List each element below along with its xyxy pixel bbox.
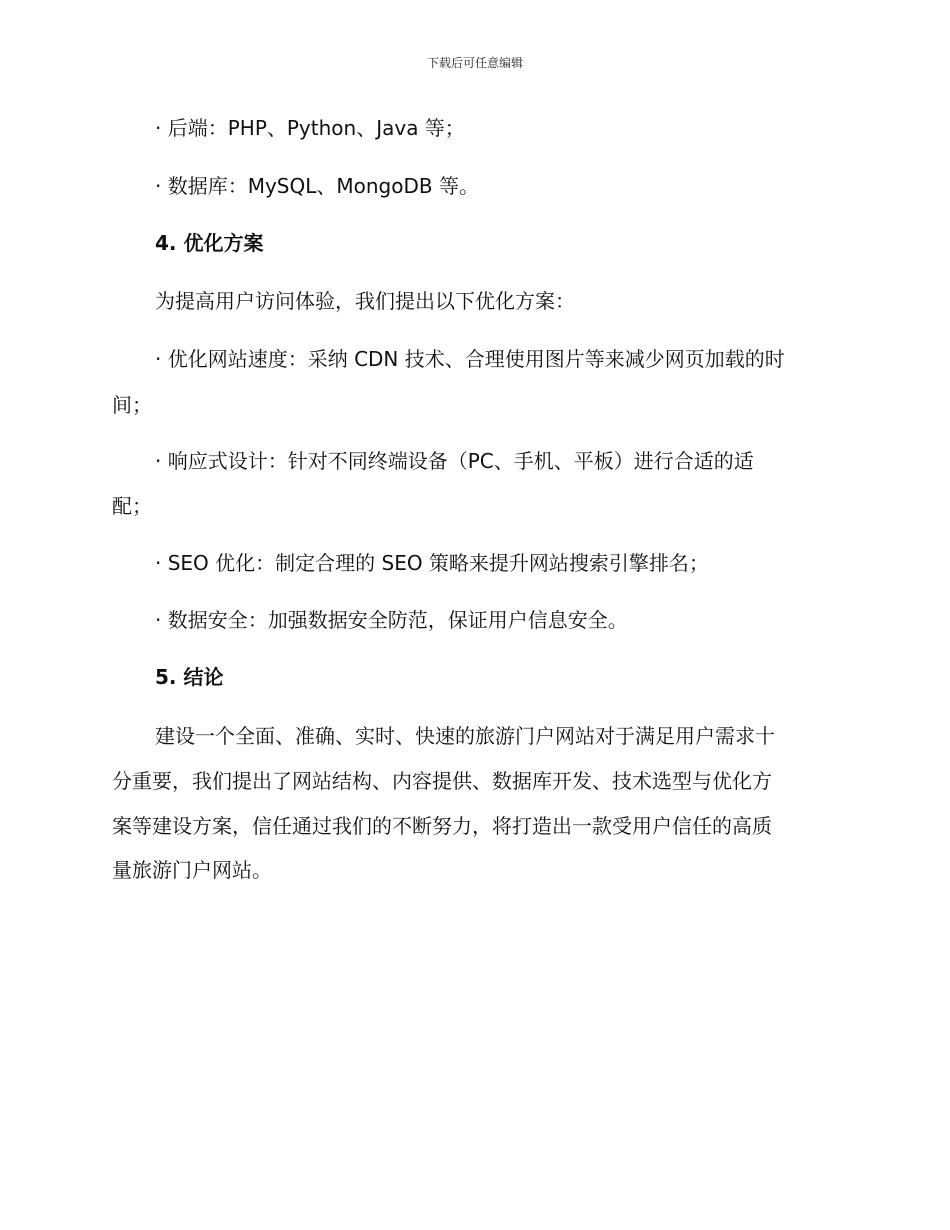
section-4-heading: 4. 优化方案 bbox=[155, 231, 264, 255]
bullet-database: · 数据库：MySQL、MongoDB 等。 bbox=[155, 174, 479, 198]
conclusion-line-2: 分重要，我们提出了网站结构、内容提供、数据库开发、技术选型与优化方 bbox=[112, 769, 772, 793]
section-4-intro: 为提高用户访问体验，我们提出以下优化方案： bbox=[155, 289, 575, 313]
optimize-speed-line-2: 间； bbox=[112, 393, 152, 417]
data-security: · 数据安全：加强数据安全防范，保证用户信息安全。 bbox=[155, 608, 628, 632]
seo-optimization: · SEO 优化：制定合理的 SEO 策略来提升网站搜索引擎排名； bbox=[155, 551, 709, 575]
bullet-backend: · 后端：PHP、Python、Java 等； bbox=[155, 116, 465, 140]
page-header-note: 下载后可任意编辑 bbox=[426, 56, 523, 70]
section-5-heading: 5. 结论 bbox=[155, 665, 224, 689]
conclusion-line-1: 建设一个全面、准确、实时、快速的旅游门户网站对于满足用户需求十 bbox=[155, 724, 775, 748]
responsive-design-line-1: · 响应式设计：针对不同终端设备（PC、手机、平板）进行合适的适 bbox=[155, 449, 754, 473]
responsive-design-line-2: 配； bbox=[112, 494, 152, 518]
conclusion-line-4: 量旅游门户网站。 bbox=[112, 858, 272, 882]
optimize-speed-line-1: · 优化网站速度：采纳 CDN 技术、合理使用图片等来减少网页加载的时 bbox=[155, 347, 785, 371]
conclusion-line-3: 案等建设方案，信任通过我们的不断努力，将打造出一款受用户信任的高质 bbox=[112, 814, 772, 838]
